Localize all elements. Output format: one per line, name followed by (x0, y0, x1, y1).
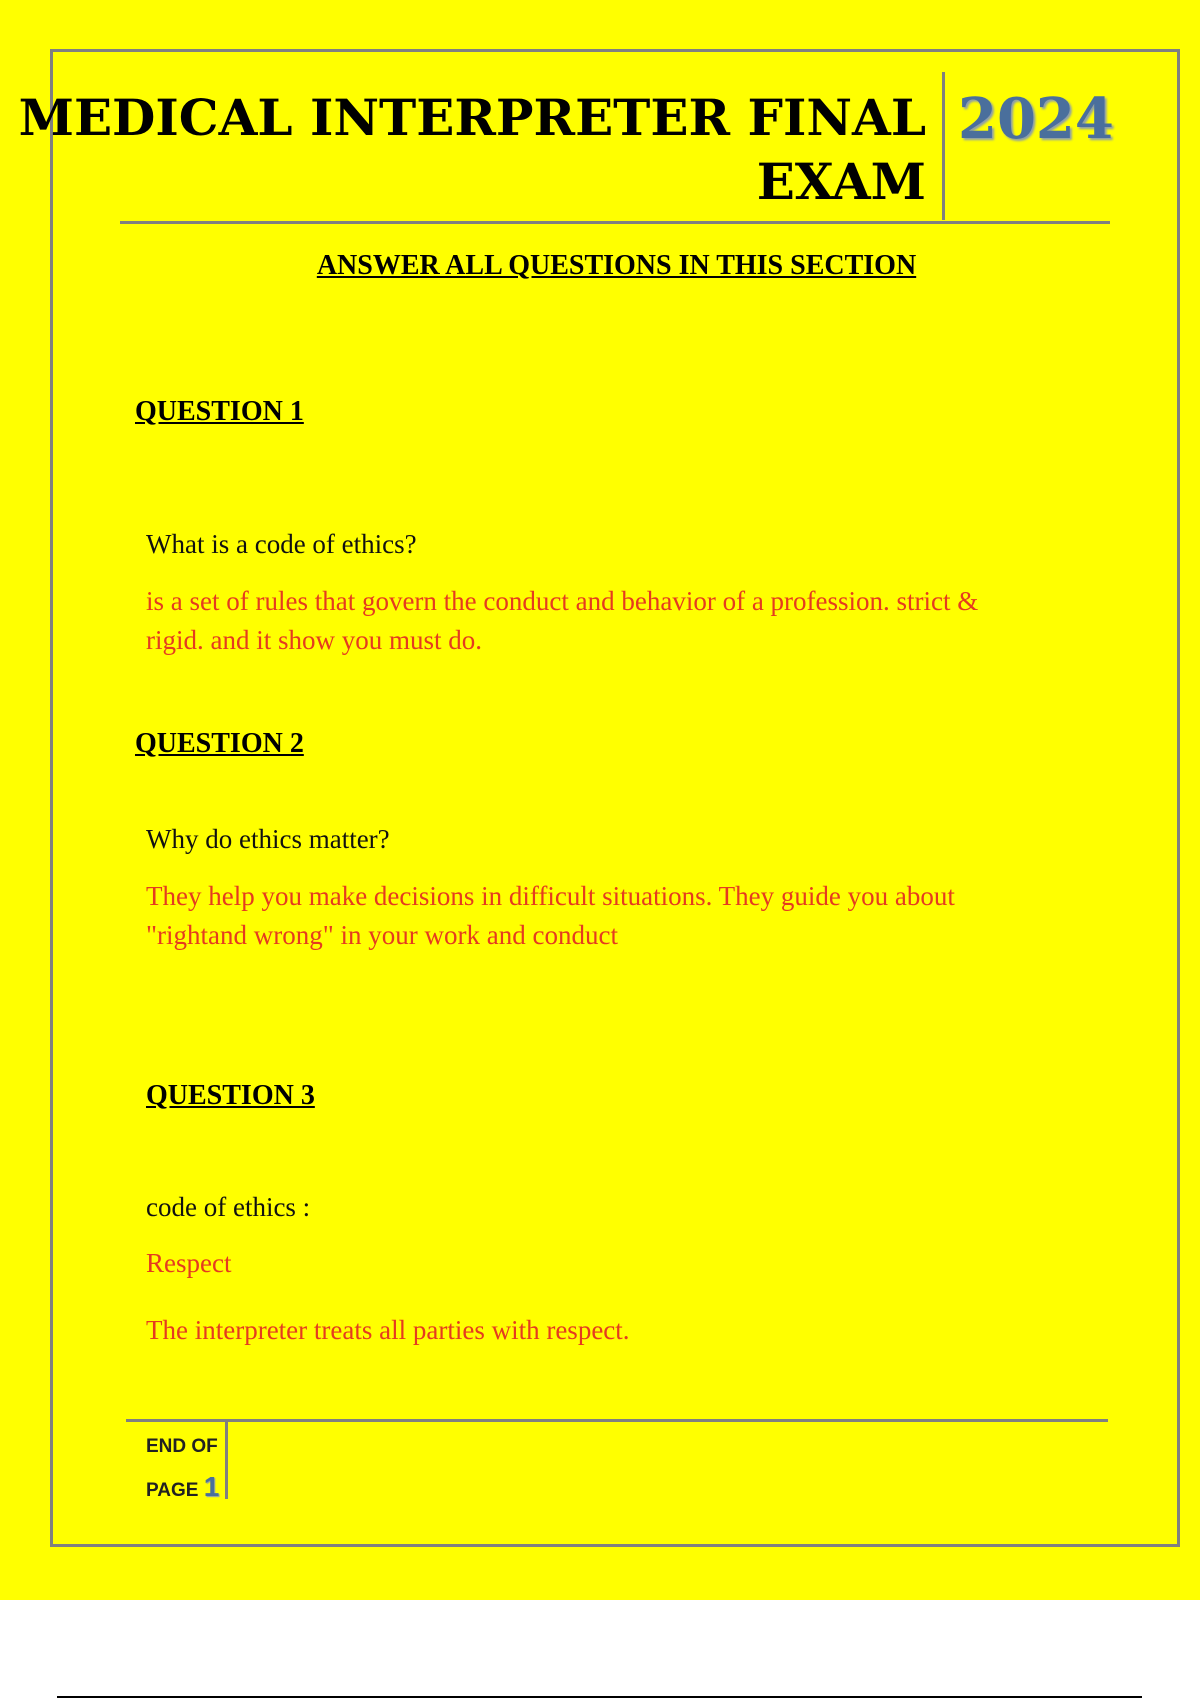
question-1-prompt: What is a code of ethics? (146, 529, 417, 559)
question-2-label: QUESTION 2 (135, 728, 304, 759)
question-2-prompt: Why do ethics matter? (146, 824, 390, 854)
page-footer (140, 1421, 228, 1502)
question-3-answer-term: Respect (146, 1248, 232, 1278)
footer-page-label: PAGE (146, 1480, 199, 1501)
question-3-label: QUESTION 3 (146, 1080, 315, 1111)
footer-end-of: END OF (146, 1436, 218, 1457)
question-1-label: QUESTION 1 (135, 396, 304, 427)
title-divider (120, 221, 1110, 224)
title-line-1: MEDICAL INTERPRETER FINAL (18, 88, 926, 147)
question-3-prompt: code of ethics : (146, 1192, 311, 1222)
bottom-divider (57, 1696, 1142, 1698)
section-heading: ANSWER ALL QUESTIONS IN THIS SECTION (316, 250, 917, 281)
question-1-answer: is a set of rules that govern the conduct and behavior of a profession. strict & rigid. and it show you must do. (146, 586, 979, 655)
footer-divider (126, 1419, 1108, 1422)
question-2-answer: They help you make decisions in difficult situations. They guide you about "rightand wrong" in your work and conduct (146, 881, 955, 950)
exam-year: 2024 (958, 86, 1114, 152)
title-line-2: EXAM (756, 152, 926, 211)
page-title (19, 86, 926, 214)
page-number: 1 (203, 1471, 220, 1502)
question-3-answer-definition: The interpreter treats all parties with respect. (146, 1315, 630, 1345)
title-block (18, 72, 945, 220)
